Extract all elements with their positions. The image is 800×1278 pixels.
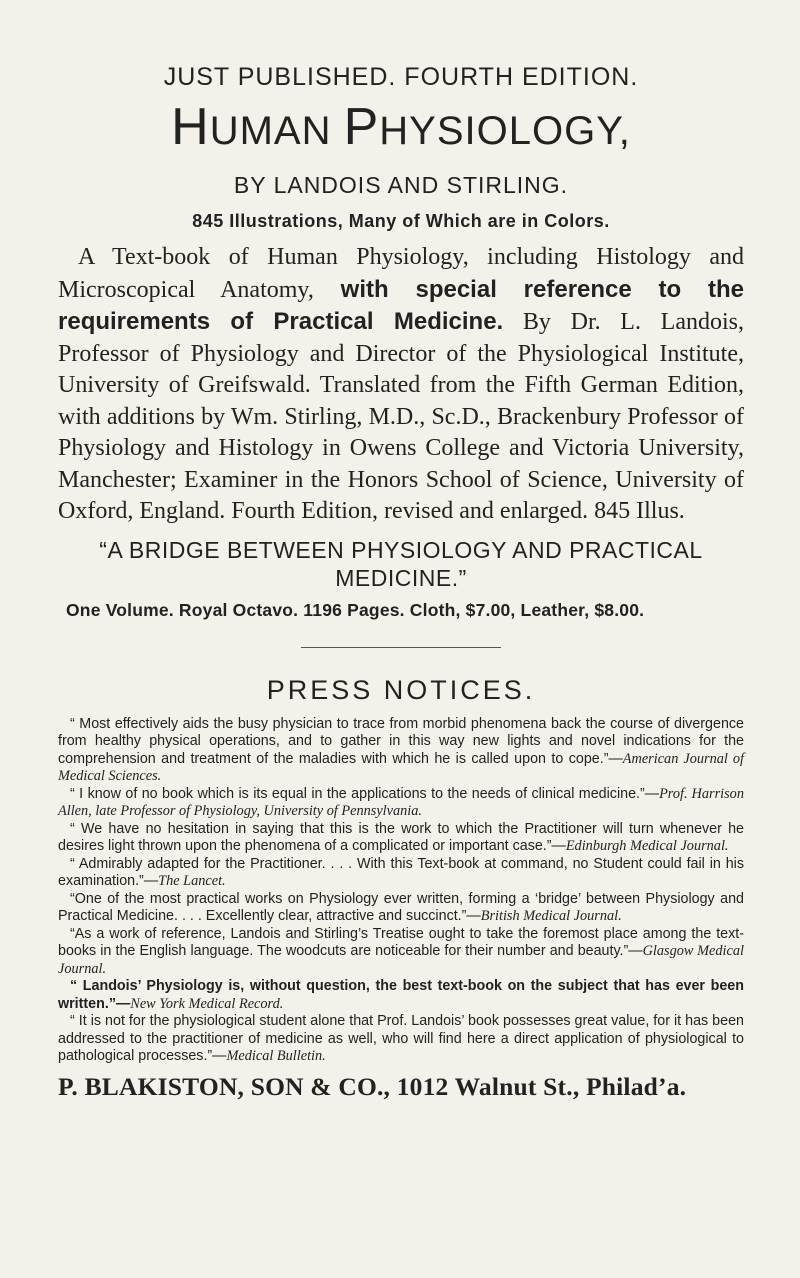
notice-source: New York Medical Record. <box>130 995 284 1012</box>
press-notice <box>58 821 744 856</box>
divider <box>301 647 501 648</box>
notice-source: Medical Bulletin. <box>226 1048 326 1064</box>
tagline: “A BRIDGE BETWEEN PHYSIOLOGY AND PRACTICAL MEDICINE.” <box>99 536 703 591</box>
notice-source: American Journal of Medical Sciences. <box>58 750 744 784</box>
title-initial-p: P <box>343 98 380 156</box>
title-rest-1: UMAN <box>209 109 344 153</box>
notice-text: “ Most effectively aids the busy physician to trace from morbid phenomena back the course of divergence from healthy physical operations, and to gather in this way new lights and novel indications for the comprehension and treatment of the maladies with which he is called upon to cope.”— <box>58 715 744 767</box>
notice-text: “ Landois’ Physiology is, without question, the best text-book on the subject that has ever been written.”— <box>58 978 744 1012</box>
volume-info: One Volume. Royal Octavo. 1196 Pages. Cloth, $7.00, Leather, $8.00. <box>66 599 645 620</box>
press-notice <box>58 1013 744 1066</box>
publisher-line: P. BLAKISTON, SON & CO., 1012 Walnut St., Philad’a. <box>58 1071 687 1101</box>
book-description <box>58 242 744 528</box>
notice-text: “ I know of no book which is its equal in the applications to the needs of clinical medicine.”— <box>70 785 660 802</box>
notice-text: “ It is not for the physiological student alone that Prof. Landois’ book possesses great value, for it has been addressed to the practitioner of medicine as well, who will find here a direct application of physiological to pathological processes.”— <box>58 1013 744 1064</box>
book-title <box>58 96 744 162</box>
edition-header: JUST PUBLISHED. FOURTH EDITION. <box>163 63 639 91</box>
notice-text: “As a work of reference, Landois and Stirling’s Treatise ought to take the foremost place among the text-books in the English language. The woodcuts are noticeable for their number and beauty.”— <box>58 925 744 959</box>
title-rest-2: HYSIOLOGY, <box>379 109 631 153</box>
press-heading: PRESS NOTICES. <box>266 674 536 705</box>
press-notices <box>58 716 744 1066</box>
notice-source: Glasgow Medical Journal. <box>58 943 744 977</box>
description-part-3: By Dr. L. Landois, Professor of Physiology and Director of the Physiological Institute, University of Greifswald. Translated from the Fifth German Edition, with additions by Wm. Stirling, M.D., Sc.D., Brackenbury Professor of Physiology and Histology in Owens College and Victoria University, Manchester; Examiner in the Honors School of Science, University of Oxford, England. Fourth Edition, revised and enlarged. 845 Illus. <box>58 309 744 524</box>
authors-line: BY LANDOIS AND STIRLING. <box>233 172 569 198</box>
notice-source: British Medical Journal. <box>480 908 622 924</box>
notice-source: Prof. Harrison Allen, late Professor of Physiology, University of Pennsylvania. <box>58 785 744 819</box>
notice-source: Edinburgh Medical Journal. <box>565 838 729 854</box>
press-notice <box>58 716 744 786</box>
press-notice <box>58 856 744 891</box>
press-notice <box>58 926 744 979</box>
description-part-1: A Text-book of Human Physiology, including Histology and Microscopical Anatomy, <box>58 244 744 303</box>
notice-text: “ We have no hesitation in saying that this is the work to which the Practitioner will turn whenever he desires light thrown upon the phenomena of a complicated or important case.”— <box>58 820 744 854</box>
notice-source: The Lancet. <box>158 873 226 889</box>
notice-text: “One of the most practical works on Physiology ever written, forming a ‘bridge’ between Physiology and Practical Medicine. . . . Excellently clear, attractive and succinct.”— <box>58 890 744 924</box>
notice-text: “ Admirably adapted for the Practitioner. . . . With this Text-book at command, no Student could fail in his examination.”— <box>58 855 744 889</box>
illustrations-line: 845 Illustrations, Many of Which are in Colors. <box>192 211 610 231</box>
press-notice <box>58 786 744 821</box>
title-initial-h: H <box>171 98 210 156</box>
press-notice <box>58 891 744 926</box>
press-notice <box>58 978 744 1013</box>
description-part-2: with special reference to the requirements of Practical Medicine. <box>58 275 745 335</box>
